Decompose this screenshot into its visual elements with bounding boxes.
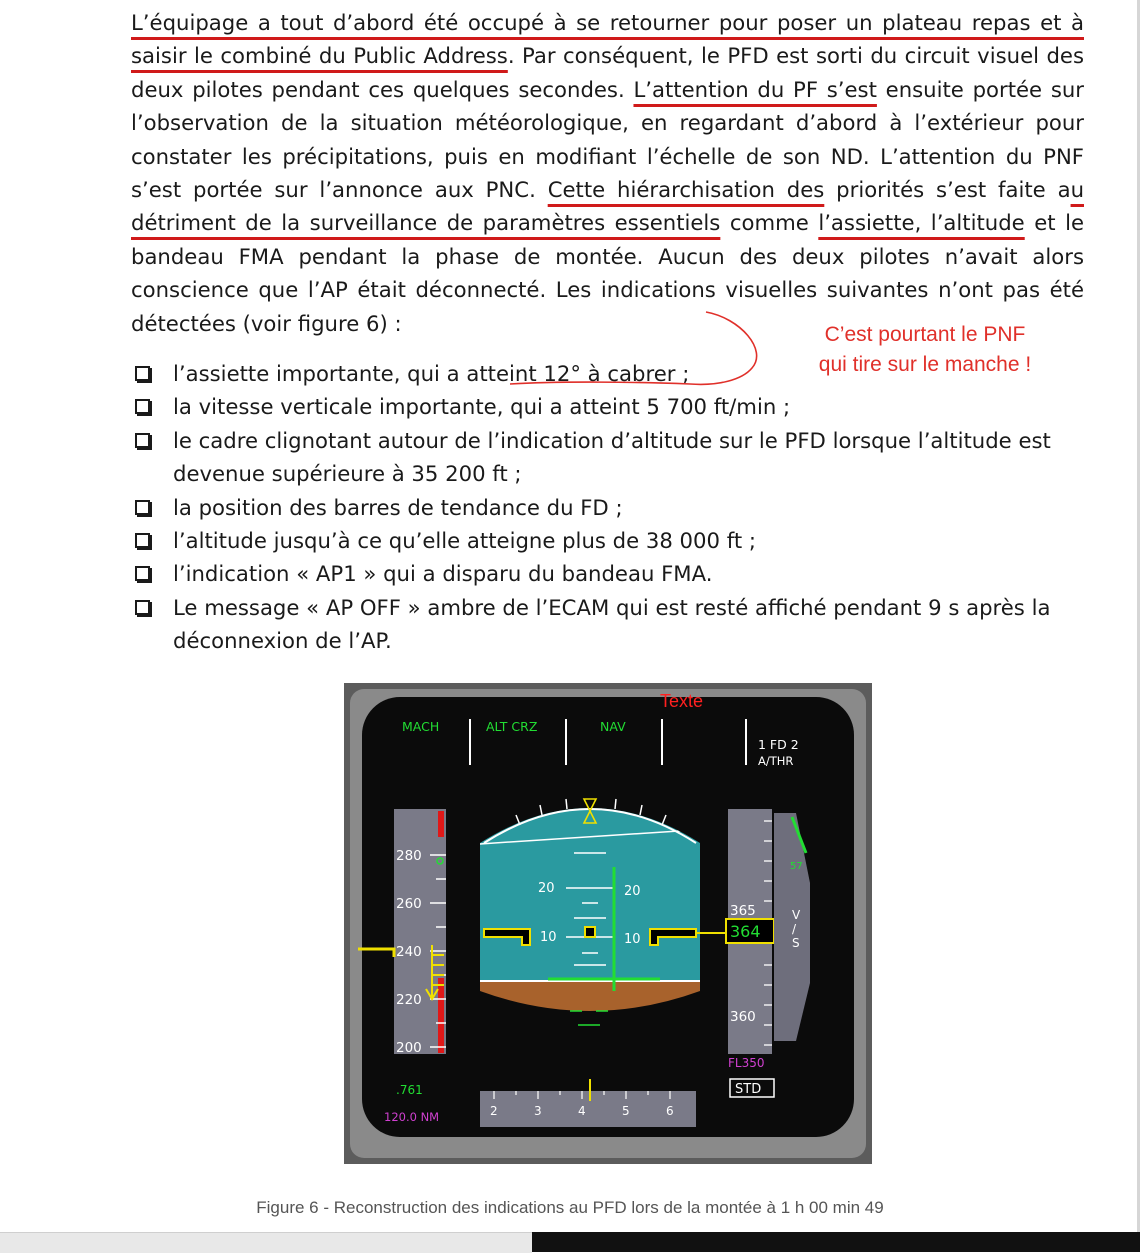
- fma-athr: A/THR: [758, 754, 794, 768]
- checkbox-bullet-icon: [135, 433, 150, 448]
- list-item: l’assiette importante, qui a atteint 12° à cabrer ;: [131, 357, 1084, 390]
- window-footer-right: [532, 1232, 1140, 1252]
- underlined-crew-busy: L’équipage a tout d’abord été occupé à se retourner pour poser un plateau repas et à saisir le combiné du Public Address: [131, 10, 1084, 69]
- list-item: l’altitude jusqu’à ce qu’elle atteigne plus de 38 000 ft ;: [131, 524, 1084, 557]
- checkbox-bullet-icon: [135, 500, 150, 515]
- list-item: la position des barres de tendance du FD ;: [131, 491, 1084, 524]
- pitch-label: 10: [624, 932, 641, 947]
- texte-label: Texte: [660, 691, 704, 711]
- pfd-figure: [344, 683, 872, 1164]
- fma-mach: MACH: [402, 719, 440, 734]
- checkbox-bullet-icon: [135, 399, 150, 414]
- checkbox-bullet-icon: [135, 533, 150, 548]
- altitude-tick-upper: 365: [730, 903, 756, 919]
- vs-letter: /: [792, 922, 797, 936]
- heading-label: 3: [534, 1104, 542, 1118]
- list-item: le cadre clignotant autour de l’indication d’altitude sur le PFD lorsque l’altitude est devenue supérieure à 35 200 ft ;: [131, 424, 1084, 491]
- bullet-list: [131, 357, 1084, 658]
- heading-label: 2: [490, 1104, 498, 1118]
- altitude-tick-lower: 360: [730, 1009, 756, 1025]
- checkbox-bullet-icon: [135, 366, 150, 381]
- baro-std: STD: [735, 1082, 762, 1097]
- underlined-surveillance: u détriment de la surveillance de paramètres essentiels: [131, 177, 1084, 236]
- underlined-pf-attention: L’attention du PF s’est: [633, 76, 877, 102]
- annotation-comment: C’est pourtant le PNF qui tire sur le manche !: [818, 323, 1032, 376]
- underlined-hierarchisation: Cette hiérarchisation des: [547, 177, 825, 203]
- heading-tape: [480, 1091, 696, 1127]
- vs-top-value: 57: [790, 861, 803, 872]
- speed-tick-label: 220: [396, 992, 422, 1008]
- heading-label: 6: [666, 1104, 674, 1118]
- pitch-label: 20: [624, 884, 641, 899]
- speed-tick-label: 280: [396, 848, 422, 864]
- mach-value: .761: [396, 1083, 423, 1097]
- pitch-label: 20: [538, 881, 555, 896]
- list-item: l’indication « AP1 » qui a disparu du bandeau FMA.: [131, 557, 1084, 590]
- vs-letter: S: [792, 936, 800, 950]
- speed-tick-label: 260: [396, 896, 422, 912]
- heading-label: 5: [622, 1104, 630, 1118]
- list-item: Le message « AP OFF » ambre de l’ECAM qui est resté affiché pendant 9 s après la déconnexion de l’AP.: [131, 591, 1084, 658]
- fma-fd: 1 FD 2: [758, 737, 799, 752]
- speed-tick-label: 200: [396, 1040, 422, 1056]
- pitch-label: 10: [540, 930, 557, 945]
- heading-label: 4: [578, 1104, 586, 1118]
- fma-nav: NAV: [600, 719, 626, 734]
- underlined-assiette-altitude: l’assiette, l’altitude: [818, 210, 1025, 236]
- speed-tick-label: 240: [396, 944, 422, 960]
- checkbox-bullet-icon: [135, 566, 150, 581]
- list-item: la vitesse verticale importante, qui a atteint 5 700 ft/min ;: [131, 390, 1084, 423]
- main-paragraph: L’équipage a tout d’abord été occupé à se retourner pour poser un plateau repas et à saisir le combiné du Public Address. Par conséquent, le PFD est sorti du circuit visuel des deux pilotes pendant ces quelques secondes. L’attention du PF s’est ensuite portée sur l’observation de la situation météorologique, en regardant d’abord à l’extérieur pour constater les précipitations, puis en modifiant l’échelle de son ND. L’attention du PNF s’est portée sur l’annonce aux PNC. Cette hiérarchisation des priorités s’est faite au détriment de la surveillance de paramètres essentiels comme l’assiette, l’altitude et le bandeau FMA pendant la phase de montée. Aucun des deux pilotes n’avait alors conscience que l’AP était déconnecté. Les indications visuelles suivantes n’ont pas été détectées (voir figure 6) :: [131, 10, 1085, 336]
- checkbox-bullet-icon: [135, 600, 150, 615]
- vs-letter: V: [792, 908, 801, 922]
- altitude-current: 364: [730, 922, 761, 941]
- figure-caption: Figure 6 - Reconstruction des indications au PFD lors de la montée à 1 h 00 min 49: [256, 1198, 884, 1217]
- fl-target: FL350: [728, 1056, 765, 1070]
- distance-value: 120.0 NM: [384, 1110, 440, 1124]
- window-footer-left: [0, 1232, 532, 1253]
- fma-alt-crz: ALT CRZ: [486, 719, 538, 734]
